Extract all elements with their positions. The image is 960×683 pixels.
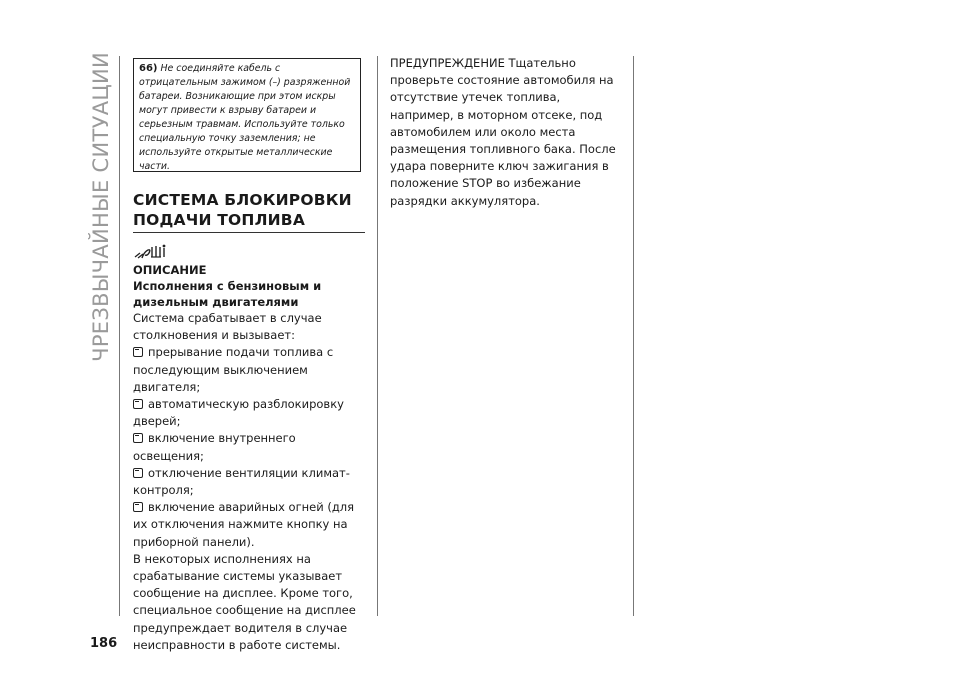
bullet-icon xyxy=(133,347,143,357)
list-item xyxy=(133,465,369,499)
list-item-text: включение внутреннего освещения; xyxy=(133,431,296,463)
note-box xyxy=(133,58,361,172)
warning-paragraph: ПРЕДУПРЕЖДЕНИЕ Тщательно проверьте состояние автомобиля на отсутствие утечек топлива, например, в моторном отсеке, под автомобилем или около места размещения топливного бака. После удара поверните ключ зажигания в положение STOP во избежание разрядки аккумулятора. xyxy=(390,56,616,208)
side-divider xyxy=(119,56,120,616)
column-divider-1 xyxy=(377,56,378,616)
list-item-text: прерывание подачи топлива с последующим выключением двигателя; xyxy=(133,345,334,394)
subhead-versions: Исполнения с бензиновым и дизельным двигателями xyxy=(133,279,322,309)
bullet-icon xyxy=(133,468,143,478)
closing-paragraph: В некоторых исполнениях на срабатывание системы указывает сообщение на дисплее. Кроме того, специальное сообщение на дисплее предупреждает водителя в случае неисправности в работе системы. xyxy=(133,551,356,652)
list-item xyxy=(133,344,369,396)
list-item-text: включение аварийных огней (для их отключения нажмите кнопку на приборной панели). xyxy=(133,500,355,549)
bullet-icon xyxy=(133,399,143,409)
list-item xyxy=(133,396,369,430)
section-title-line1: СИСТЕМА БЛОКИРОВКИ xyxy=(133,191,352,209)
note-text: Не соединяйте кабель с отрицательным зажимом (–) разряженной батареи. Возникающие при этом искры могут привести к взрыву батареи и серьезным травмам. Используйте только специальную точку заземления; не используйте открытые металлические части. xyxy=(139,63,351,172)
list-item-text: автоматическую разблокировку дверей; xyxy=(133,397,344,429)
chapter-side-title xyxy=(84,52,118,362)
intro-paragraph: Система срабатывает в случае столкновения и вызывает: xyxy=(133,311,322,343)
list-item xyxy=(133,430,369,464)
warning-column xyxy=(390,55,626,210)
bullet-icon xyxy=(133,502,143,512)
section-title xyxy=(133,190,365,233)
main-column xyxy=(133,262,369,654)
page-number: 186 xyxy=(90,636,118,651)
subhead-description: ОПИСАНИЕ xyxy=(133,263,207,277)
column-divider-2 xyxy=(633,56,634,616)
chapter-side-title-text: ЧРЕЗВЫЧАЙНЫЕ СИТУАЦИИ xyxy=(89,52,113,362)
note-number: 66) xyxy=(139,63,158,74)
list-item xyxy=(133,499,369,551)
bullet-icon xyxy=(133,433,143,443)
list-item-text: отключение вентиляции климат-контроля; xyxy=(133,465,350,498)
fuel-cutoff-icon xyxy=(133,242,167,260)
section-title-line2: ПОДАЧИ ТОПЛИВА xyxy=(133,211,306,229)
